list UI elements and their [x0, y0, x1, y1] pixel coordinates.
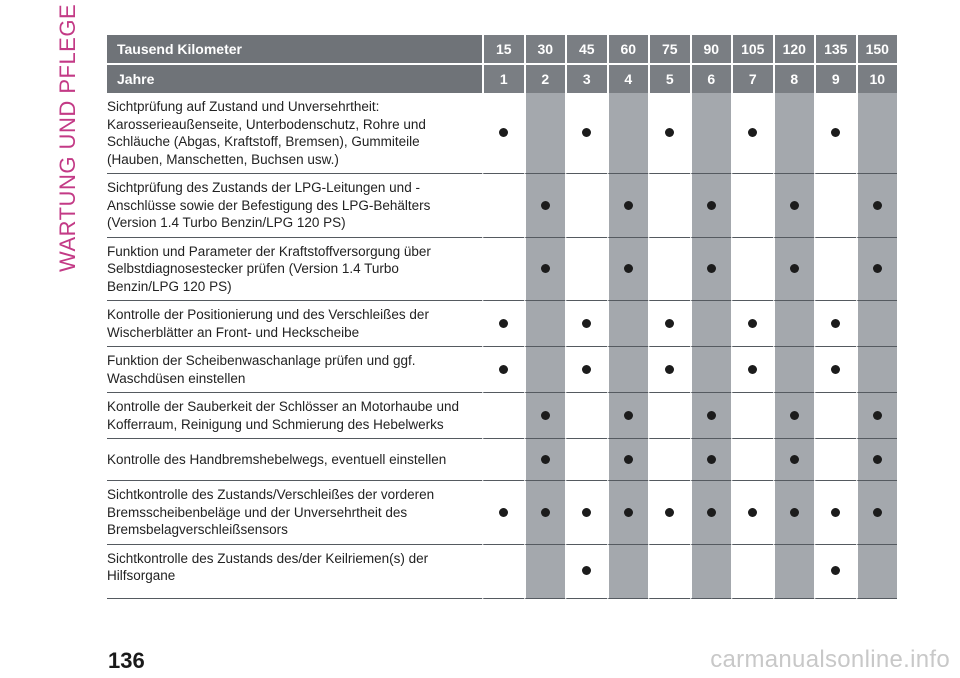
row-description: Kontrolle des Handbremshebelwegs, eventuell einstellen [107, 439, 482, 481]
watermark: carmanualsonline.info [710, 646, 950, 673]
schedule-cell [731, 393, 773, 439]
schedule-cell [773, 301, 815, 347]
schedule-cell [524, 545, 566, 599]
row-description: Sichtkontrolle des Zustands des/der Keilriemen(s) der Hilfsorgane [107, 545, 482, 599]
schedule-cell [524, 481, 566, 545]
scheduled-dot-icon [582, 566, 591, 575]
scheduled-dot-icon [873, 508, 882, 517]
scheduled-dot-icon [873, 201, 882, 210]
scheduled-dot-icon [707, 264, 716, 273]
header-year-4: 5 [648, 65, 690, 93]
table-row [107, 481, 897, 545]
table-row [107, 174, 897, 238]
header-km-0: 15 [482, 35, 524, 65]
scheduled-dot-icon [582, 508, 591, 517]
row-description: Kontrolle der Positionierung und des Verschleißes der Wischerblätter an Front- und Heckscheibe [107, 301, 482, 347]
scheduled-dot-icon [748, 365, 757, 374]
header-km-4: 75 [648, 35, 690, 65]
scheduled-dot-icon [748, 319, 757, 328]
schedule-cell [731, 545, 773, 599]
table-row [107, 238, 897, 302]
scheduled-dot-icon [790, 264, 799, 273]
schedule-cell [524, 393, 566, 439]
scheduled-dot-icon [790, 201, 799, 210]
schedule-cell [524, 238, 566, 302]
header-km-9: 150 [856, 35, 898, 65]
header-row-km [107, 35, 897, 65]
row-description: Sichtkontrolle des Zustands/Verschleißes der vorderen Bremsscheibenbeläge und der Unversehrtheit des Bremsbelagverschleißsensors [107, 481, 482, 545]
schedule-cell [524, 347, 566, 393]
schedule-cell [482, 301, 524, 347]
scheduled-dot-icon [624, 455, 633, 464]
schedule-cell [607, 481, 649, 545]
schedule-cell [607, 174, 649, 238]
schedule-cell [814, 545, 856, 599]
header-km-1: 30 [524, 35, 566, 65]
scheduled-dot-icon [707, 455, 716, 464]
header-years-label: Jahre [107, 65, 482, 93]
table-row [107, 347, 897, 393]
header-year-6: 7 [731, 65, 773, 93]
schedule-cell [607, 93, 649, 174]
schedule-cell [565, 93, 607, 174]
schedule-cell [690, 238, 732, 302]
table-row [107, 439, 897, 481]
schedule-cell [648, 393, 690, 439]
scheduled-dot-icon [790, 508, 799, 517]
scheduled-dot-icon [499, 319, 508, 328]
page-number: 136 [108, 648, 145, 673]
schedule-cell [482, 238, 524, 302]
table-row [107, 393, 897, 439]
scheduled-dot-icon [665, 319, 674, 328]
schedule-cell [482, 174, 524, 238]
header-km-7: 120 [773, 35, 815, 65]
schedule-cell [648, 301, 690, 347]
schedule-cell [565, 301, 607, 347]
scheduled-dot-icon [665, 365, 674, 374]
schedule-cell [648, 93, 690, 174]
scheduled-dot-icon [499, 365, 508, 374]
row-description: Kontrolle der Sauberkeit der Schlösser an Motorhaube und Kofferraum, Reinigung und Schmierung des Hebelwerks [107, 393, 482, 439]
schedule-cell [524, 93, 566, 174]
schedule-cell [731, 238, 773, 302]
scheduled-dot-icon [707, 508, 716, 517]
scheduled-dot-icon [873, 264, 882, 273]
schedule-cell [856, 393, 898, 439]
schedule-cell [524, 301, 566, 347]
schedule-cell [482, 545, 524, 599]
schedule-cell [856, 545, 898, 599]
row-description: Sichtprüfung des Zustands der LPG-Leitungen und -Anschlüsse sowie der Befestigung des LPG-Behälters (Version 1.4 Turbo Benzin/LPG 120 PS) [107, 174, 482, 238]
schedule-cell [856, 93, 898, 174]
schedule-cell [690, 174, 732, 238]
schedule-cell [607, 545, 649, 599]
schedule-cell [524, 174, 566, 238]
header-year-8: 9 [814, 65, 856, 93]
scheduled-dot-icon [624, 201, 633, 210]
schedule-cell [690, 439, 732, 481]
schedule-cell [607, 347, 649, 393]
schedule-cell [648, 174, 690, 238]
header-year-7: 8 [773, 65, 815, 93]
scheduled-dot-icon [790, 455, 799, 464]
schedule-cell [482, 93, 524, 174]
schedule-cell [856, 347, 898, 393]
schedule-cell [856, 301, 898, 347]
scheduled-dot-icon [707, 201, 716, 210]
schedule-cell [565, 174, 607, 238]
scheduled-dot-icon [541, 508, 550, 517]
table-row [107, 301, 897, 347]
schedule-cell [648, 439, 690, 481]
schedule-cell [773, 174, 815, 238]
scheduled-dot-icon [624, 508, 633, 517]
schedule-cell [773, 238, 815, 302]
schedule-cell [690, 93, 732, 174]
schedule-cell [482, 347, 524, 393]
scheduled-dot-icon [831, 508, 840, 517]
schedule-cell [856, 238, 898, 302]
schedule-cell [690, 347, 732, 393]
header-year-3: 4 [607, 65, 649, 93]
row-description: Sichtprüfung auf Zustand und Unversehrtheit: Karosserieaußenseite, Unterbodenschutz, Rohre und Schläuche (Abgas, Kraftstoff, Bremsen), Gummiteile (Hauben, Manschetten, Buchsen usw.) [107, 93, 482, 174]
table-body [107, 93, 897, 599]
scheduled-dot-icon [541, 264, 550, 273]
schedule-cell [773, 439, 815, 481]
schedule-cell [814, 238, 856, 302]
schedule-cell [814, 347, 856, 393]
schedule-cell [648, 238, 690, 302]
scheduled-dot-icon [499, 128, 508, 137]
scheduled-dot-icon [624, 264, 633, 273]
scheduled-dot-icon [748, 128, 757, 137]
schedule-cell [690, 393, 732, 439]
schedule-cell [690, 545, 732, 599]
schedule-cell [773, 545, 815, 599]
scheduled-dot-icon [665, 128, 674, 137]
scheduled-dot-icon [831, 566, 840, 575]
scheduled-dot-icon [831, 319, 840, 328]
schedule-cell [856, 439, 898, 481]
schedule-cell [856, 481, 898, 545]
scheduled-dot-icon [541, 411, 550, 420]
header-km-3: 60 [607, 35, 649, 65]
header-year-5: 6 [690, 65, 732, 93]
scheduled-dot-icon [541, 201, 550, 210]
maintenance-table [107, 35, 897, 599]
scheduled-dot-icon [582, 319, 591, 328]
header-year-0: 1 [482, 65, 524, 93]
schedule-cell [565, 347, 607, 393]
scheduled-dot-icon [665, 508, 674, 517]
schedule-cell [814, 301, 856, 347]
schedule-cell [648, 481, 690, 545]
header-km-2: 45 [565, 35, 607, 65]
header-km-label: Tausend Kilometer [107, 35, 482, 65]
schedule-cell [773, 393, 815, 439]
header-year-1: 2 [524, 65, 566, 93]
schedule-cell [731, 481, 773, 545]
scheduled-dot-icon [873, 455, 882, 464]
scheduled-dot-icon [624, 411, 633, 420]
schedule-cell [731, 439, 773, 481]
schedule-cell [524, 439, 566, 481]
scheduled-dot-icon [541, 455, 550, 464]
schedule-cell [856, 174, 898, 238]
schedule-cell [773, 481, 815, 545]
section-title-text: WARTUNG UND PFLEGE [55, 3, 80, 272]
scheduled-dot-icon [582, 128, 591, 137]
schedule-cell [565, 545, 607, 599]
schedule-cell [773, 93, 815, 174]
header-year-9: 10 [856, 65, 898, 93]
scheduled-dot-icon [831, 365, 840, 374]
schedule-cell [565, 238, 607, 302]
schedule-cell [814, 93, 856, 174]
schedule-cell [648, 347, 690, 393]
schedule-cell [482, 393, 524, 439]
scheduled-dot-icon [582, 365, 591, 374]
row-description: Funktion und Parameter der Kraftstoffversorgung über Selbstdiagnosestecker prüfen (Version 1.4 Turbo Benzin/LPG 120 PS) [107, 238, 482, 302]
scheduled-dot-icon [873, 411, 882, 420]
schedule-cell [814, 393, 856, 439]
schedule-cell [814, 481, 856, 545]
header-row-years [107, 65, 897, 93]
scheduled-dot-icon [499, 508, 508, 517]
schedule-cell [565, 393, 607, 439]
schedule-cell [731, 93, 773, 174]
schedule-cell [565, 439, 607, 481]
scheduled-dot-icon [831, 128, 840, 137]
schedule-cell [482, 439, 524, 481]
schedule-cell [690, 301, 732, 347]
schedule-cell [648, 545, 690, 599]
scheduled-dot-icon [707, 411, 716, 420]
schedule-cell [565, 481, 607, 545]
schedule-cell [607, 393, 649, 439]
header-year-2: 3 [565, 65, 607, 93]
header-km-6: 105 [731, 35, 773, 65]
header-km-5: 90 [690, 35, 732, 65]
row-description: Funktion der Scheibenwaschanlage prüfen und ggf. Waschdüsen einstellen [107, 347, 482, 393]
scheduled-dot-icon [748, 508, 757, 517]
schedule-cell [607, 238, 649, 302]
schedule-cell [731, 174, 773, 238]
schedule-cell [607, 301, 649, 347]
schedule-cell [814, 174, 856, 238]
schedule-cell [773, 347, 815, 393]
schedule-cell [607, 439, 649, 481]
schedule-cell [731, 347, 773, 393]
table-row [107, 545, 897, 599]
schedule-cell [814, 439, 856, 481]
schedule-cell [482, 481, 524, 545]
table-row [107, 93, 897, 174]
header-km-8: 135 [814, 35, 856, 65]
scheduled-dot-icon [790, 411, 799, 420]
schedule-cell [690, 481, 732, 545]
schedule-cell [731, 301, 773, 347]
